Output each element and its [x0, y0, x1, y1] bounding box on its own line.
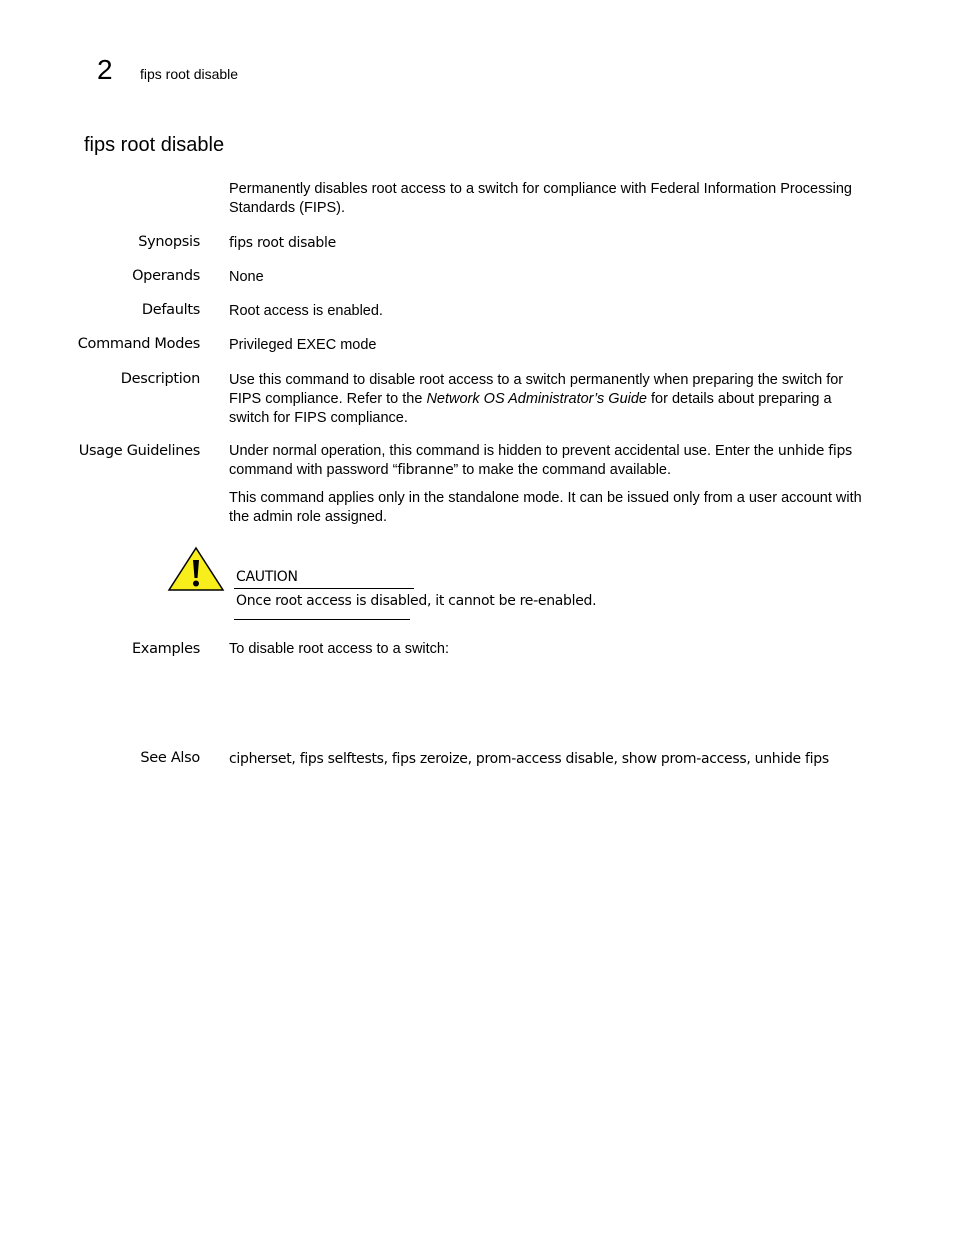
description-label: Description — [120, 371, 200, 387]
defaults-label: Defaults — [141, 302, 200, 318]
usage-text-1: Under normal operation, this command is hidden to prevent accidental use. Enter the — [229, 443, 778, 459]
caution-rule-top — [234, 588, 414, 589]
see-also-label: See Also — [140, 750, 200, 766]
running-title: fips root disable — [140, 66, 239, 82]
chapter-number: 2 — [97, 54, 113, 85]
password-value: fibranne — [397, 462, 454, 478]
usage-text-2: command with password “ — [229, 462, 398, 478]
description-text — [229, 371, 874, 428]
synopsis-label: Synopsis — [138, 234, 200, 250]
warning-triangle-icon — [167, 546, 225, 592]
guide-title: Network OS Administrator’s Guide — [426, 391, 647, 407]
examples-text: To disable root access to a switch: — [229, 641, 450, 657]
caution-text: Once root access is disabled, it cannot be re-enabled. — [236, 593, 597, 609]
description-text-1: Use this command to disable root access to a switch permanently when preparing the switch for FIPS compliance. Refer to the — [229, 372, 844, 407]
usage-label: Usage Guidelines — [78, 443, 200, 459]
see-also-links[interactable]: cipherset, fips selftests, fips zeroize, prom-access disable, show prom-access, unhide fips — [229, 751, 829, 767]
operands-label: Operands — [132, 268, 200, 284]
intro-text: Permanently disables root access to a switch for compliance with Federal Information Processing Standards (FIPS). — [229, 181, 852, 216]
usage-text-3: ” to make the command available. — [453, 462, 672, 478]
command-modes-label: Command Modes — [77, 336, 200, 352]
caution-title: CAUTION — [236, 569, 298, 585]
usage-paragraph-2: This command applies only in the standalone mode. It can be issued only from a user account with the admin role assigned. — [229, 490, 862, 525]
page-title: fips root disable — [84, 134, 225, 156]
usage-paragraph-1 — [229, 442, 874, 480]
defaults-text: Root access is enabled. — [229, 303, 383, 319]
operands-text: None — [229, 269, 264, 285]
description-text-2: for details about preparing a switch for FIPS compliance. — [229, 391, 832, 426]
caution-rule-bottom — [234, 619, 410, 620]
command-modes-text: Privileged EXEC mode — [229, 337, 377, 353]
examples-label: Examples — [131, 641, 200, 657]
unhide-fips-command: unhide fips — [777, 443, 853, 459]
synopsis-text: fips root disable — [229, 235, 336, 251]
